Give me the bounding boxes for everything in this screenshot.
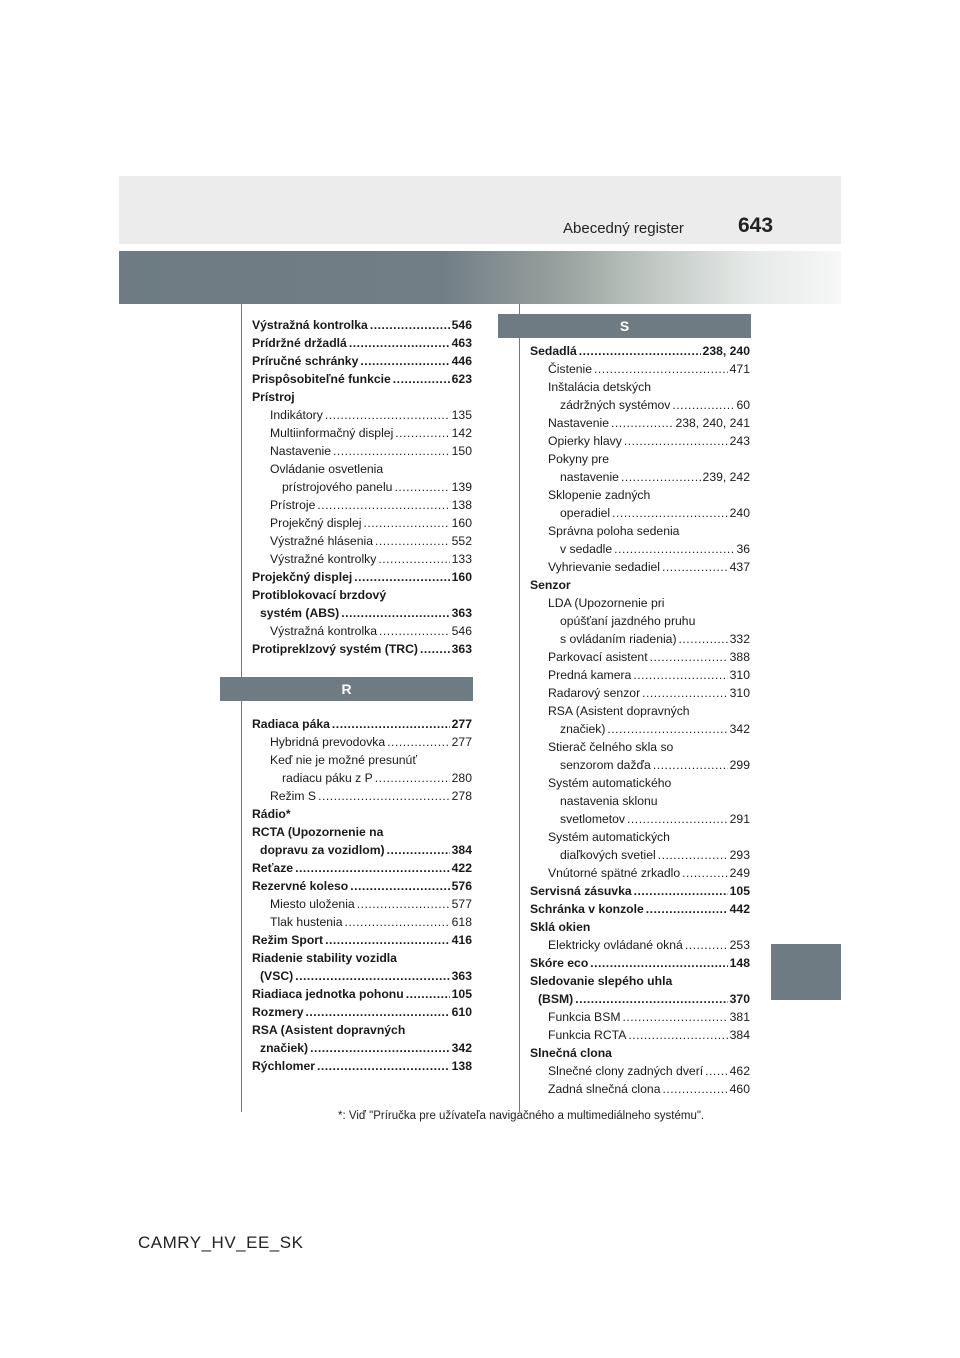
dot-leader [318,787,450,805]
entry-page: 381 [729,1010,750,1024]
dot-leader [579,342,701,360]
entry-page: 384 [451,843,472,857]
entry-list-r [252,715,472,1075]
dot-leader [594,360,728,378]
entry-term: operadiel [560,506,611,520]
dot-leader [295,967,449,985]
index-entry [252,334,472,352]
entry-page: 623 [451,372,472,386]
index-column-left [252,316,472,1075]
entry-page: 618 [451,915,472,929]
dot-leader [375,769,450,787]
header-gradient-bar [119,251,841,304]
entry-term: Prídržné držadlá [252,336,347,350]
dot-leader [653,756,728,774]
index-entry [252,733,472,751]
dot-leader [406,985,450,1003]
entry-page: 446 [451,354,472,368]
dot-leader [305,1003,449,1021]
index-entry [530,558,750,576]
entry-term: Nastavenie [548,416,609,430]
entry-page: 160 [451,570,472,584]
entry-list-left [252,316,472,658]
dot-leader [360,352,449,370]
dot-leader [350,877,449,895]
dot-leader [607,720,727,738]
index-entry [252,859,472,877]
entry-term: prístrojového panelu [282,480,393,494]
index-entry: Protiblokovací brzdový [252,588,387,602]
index-entry [252,622,472,640]
entry-term: Výstražná kontrolka [252,318,368,332]
dot-leader [357,895,450,913]
footnote: *: Viď "Príručka pre užívateľa navigačného a multimediálneho systému". [338,1110,705,1122]
dot-leader [672,396,734,414]
index-entry [252,424,472,442]
dot-leader [662,558,728,576]
entry-term: Rýchlomer [252,1059,315,1073]
dot-leader [332,715,450,733]
index-entry [530,360,750,378]
index-entry [530,540,750,558]
index-entry: opúšťaní jazdného pruhu [560,614,696,628]
entry-term: Skóre eco [530,956,589,970]
entry-term: Servisná zásuvka [530,884,632,898]
index-entry: LDA (Upozornenie pri [548,596,665,610]
index-entry [530,720,750,738]
entry-term: Príručné schránky [252,354,359,368]
index-entry [530,666,750,684]
index-entry [530,900,750,918]
entry-term: Prispôsobiteľné funkcie [252,372,391,386]
dot-leader [317,1057,450,1075]
dot-leader [658,846,728,864]
entry-page: 238, 240, 241 [675,416,750,430]
entry-term: v sedadle [560,542,613,556]
entry-page: 249 [729,866,750,880]
dot-leader [662,1080,727,1098]
index-entry [252,985,472,1003]
index-entry: Prístroj [252,390,295,404]
index-entry: Sledovanie slepého uhla [530,974,673,988]
entry-term: Sedadlá [530,344,577,358]
entry-page: 363 [451,606,472,620]
index-entry [530,396,750,414]
entry-term: Vnútorné spätné zrkadlo [548,866,681,880]
index-entry [252,715,472,733]
index-entry [530,990,750,1008]
entry-term: Prístroje [270,498,316,512]
index-entry: Sklopenie zadných [548,488,651,502]
entry-page: 546 [451,624,472,638]
dot-leader [611,414,673,432]
entry-page: 239, 242 [702,470,750,484]
entry-page: 342 [451,1041,472,1055]
index-entry [252,1039,472,1057]
index-entry [530,1062,750,1080]
entry-term: Rozmery [252,1005,304,1019]
dot-leader [325,406,450,424]
index-entry [252,406,472,424]
index-entry [252,442,472,460]
entry-term: Zadná slnečná clona [548,1082,661,1096]
entry-term: Projekčný displej [252,570,353,584]
entry-term: značiek) [560,722,606,736]
index-entry [530,342,750,360]
entry-page: 105 [729,884,750,898]
index-entry [252,316,472,334]
entry-page: 238, 240 [702,344,750,358]
dot-leader [679,630,728,648]
entry-page: 370 [729,992,750,1006]
dot-leader [612,504,728,522]
entry-term: Radarový senzor [548,686,641,700]
entry-term: Opierky hlavy [548,434,622,448]
dot-leader [349,334,450,352]
dot-leader [379,622,450,640]
entry-term: značiek) [260,1041,309,1055]
entry-page: 576 [451,879,472,893]
entry-page: 332 [729,632,750,646]
entry-term: Nastavenie [270,444,331,458]
entry-term: Predná kamera [548,668,632,682]
page-number: 643 [738,214,774,237]
index-entry [530,648,750,666]
dot-leader [363,514,449,532]
index-entry [530,810,750,828]
entry-page: 278 [451,789,472,803]
entry-page: 363 [451,969,472,983]
dot-leader [370,316,450,334]
index-entry: RCTA (Upozornenie na [252,825,384,839]
entry-term: diaľkových svetiel [560,848,656,862]
entry-page: 577 [451,897,472,911]
index-entry: RSA (Asistent dopravných [252,1023,406,1037]
entry-term: Radiaca páka [252,717,330,731]
dot-leader [622,1008,727,1026]
entry-term: Výstražné hlásenia [270,534,373,548]
index-entry: Keď nie je možné presunúť [270,753,417,767]
index-entry [252,841,472,859]
dot-leader [387,733,449,751]
entry-term: Rezervné koleso [252,879,349,893]
dot-leader [375,532,450,550]
entry-term: zádržných systémov [560,398,671,412]
dot-leader [345,913,450,931]
index-entry [530,1008,750,1026]
dot-leader [378,550,449,568]
entry-page: 277 [451,735,472,749]
index-entry [252,1003,472,1021]
index-entry [252,604,472,622]
dot-leader [354,568,449,586]
entry-page: 277 [451,717,472,731]
dot-leader [621,468,701,486]
entry-page: 310 [729,686,750,700]
dot-leader [575,990,727,1008]
index-entry [530,630,750,648]
dot-leader [682,864,728,882]
index-entry [252,895,472,913]
entry-page: 60 [736,398,750,412]
index-entry: Riadenie stability vozidla [252,951,397,965]
entry-term: systém (ABS) [260,606,340,620]
entry-page: 138 [451,1059,472,1073]
entry-term: Schránka v konzole [530,902,644,916]
entry-page: 105 [451,987,472,1001]
entry-page: 253 [729,938,750,952]
index-entry: Ovládanie osvetlenia [270,462,384,476]
entry-list-right [530,342,750,1098]
section-letter-r: R [220,677,473,701]
entry-term: Funkcia BSM [548,1010,621,1024]
dot-leader [650,648,728,666]
section-letter-s: S [498,314,751,338]
entry-page: 416 [451,933,472,947]
index-entry [252,769,472,787]
index-entry [252,550,472,568]
dot-leader [310,1039,450,1057]
entry-page: 442 [729,902,750,916]
index-entry [530,432,750,450]
index-entry: RSA (Asistent dopravných [548,704,690,718]
dot-leader [642,684,728,702]
index-entry: Sklá okien [530,920,591,934]
dot-leader [685,936,728,954]
dot-leader [317,496,449,514]
index-entry [530,864,750,882]
dot-leader [614,540,734,558]
entry-page: 384 [729,1028,750,1042]
entry-page: 160 [451,516,472,530]
index-entry [252,640,472,658]
entry-term: Protipreklzový systém (TRC) [252,642,418,656]
entry-page: 463 [451,336,472,350]
index-entry [530,1080,750,1098]
index-entry: Pokyny pre [548,452,609,466]
dot-leader [341,604,449,622]
index-entry: Správna poloha sedenia [548,524,680,538]
index-entry [252,568,472,586]
index-entry: Systém automatického [548,776,672,790]
index-entry [252,370,472,388]
entry-term: Indikátory [270,408,323,422]
entry-term: Parkovací asistent [548,650,648,664]
entry-page: 243 [729,434,750,448]
model-code: CAMRY_HV_EE_SK [138,1233,304,1252]
entry-page: 293 [729,848,750,862]
entry-page: 280 [451,771,472,785]
dot-leader [387,841,450,859]
index-entry [530,684,750,702]
index-entry [530,954,750,972]
entry-page: 148 [729,956,750,970]
index-entry [252,532,472,550]
entry-term: (BSM) [538,992,574,1006]
index-entry: nastavenia sklonu [560,794,658,808]
entry-page: 138 [451,498,472,512]
index-entry [252,352,472,370]
index-entry [252,478,472,496]
entry-term: dopravu za vozidlom) [260,843,385,857]
index-entry [530,846,750,864]
entry-term: Reťaze [252,861,294,875]
index-entry [252,931,472,949]
entry-page: 299 [729,758,750,772]
entry-page: 388 [729,650,750,664]
entry-page: 36 [736,542,750,556]
entry-page: 342 [729,722,750,736]
entry-term: Výstražné kontrolky [270,552,377,566]
entry-page: 310 [729,668,750,682]
entry-page: 240 [729,506,750,520]
dot-leader [333,442,450,460]
index-entry [252,877,472,895]
index-column-right [530,316,750,1098]
entry-term: svetlometov [560,812,626,826]
dot-leader [420,640,450,658]
entry-term: Projekčný displej [270,516,362,530]
entry-page: 291 [729,812,750,826]
dot-leader [633,666,727,684]
entry-page: 610 [451,1005,472,1019]
index-entry [530,882,750,900]
index-entry [530,504,750,522]
entry-page: 462 [729,1064,750,1078]
dot-leader [393,370,450,388]
entry-term: Tlak hustenia [270,915,343,929]
index-entry [530,936,750,954]
entry-term: Režim Sport [252,933,324,947]
entry-term: Čistenie [548,362,593,376]
dot-leader [634,882,728,900]
dot-leader [628,1026,727,1044]
entry-term: radiacu páku z P [282,771,373,785]
index-entry [252,496,472,514]
entry-term: Režim S [270,789,317,803]
dot-leader [624,432,728,450]
index-entry [252,967,472,985]
column-divider-left [241,304,242,1112]
dot-leader [325,931,450,949]
entry-term: Vyhrievanie sedadiel [548,560,661,574]
index-entry: Systém automatických [548,830,670,844]
dot-leader [295,859,450,877]
dot-leader [590,954,727,972]
index-entry [252,913,472,931]
entry-term: Miesto uloženia [270,897,355,911]
section-tab [771,944,841,1000]
header-title: Abecedný register [563,220,684,237]
entry-page: 552 [451,534,472,548]
entry-term: Multiinformačný displej [270,426,394,440]
dot-leader [705,1062,728,1080]
column-divider-center [519,304,520,1112]
entry-term: Hybridná prevodovka [270,735,386,749]
header-band [119,176,841,244]
entry-term: (VSC) [260,969,294,983]
entry-page: 460 [729,1082,750,1096]
index-entry: Slnečná clona [530,1046,612,1060]
dot-leader [394,478,449,496]
index-entry: Rádio* [252,807,291,821]
index-entry [252,1057,472,1075]
entry-page: 471 [729,362,750,376]
entry-page: 135 [451,408,472,422]
index-entry [530,414,750,432]
index-entry: Inštalácia detských [548,380,651,394]
entry-term: senzorom dažďa [560,758,651,772]
dot-leader [395,424,449,442]
entry-term: Výstražná kontrolka [270,624,378,638]
entry-term: Funkcia RCTA [548,1028,627,1042]
index-entry [530,756,750,774]
index-entry [252,787,472,805]
index-entry [252,514,472,532]
index-entry [530,468,750,486]
entry-term: Slnečné clony zadných dverí [548,1064,704,1078]
entry-page: 546 [451,318,472,332]
entry-page: 437 [729,560,750,574]
entry-term: s ovládaním riadenia) [560,632,677,646]
dot-leader [646,900,728,918]
index-entry: Stierač čelného skla so [548,740,674,754]
entry-page: 139 [451,480,472,494]
dot-leader [627,810,728,828]
entry-term: nastavenie [560,470,619,484]
entry-term: Elektricky ovládané okná [548,938,683,952]
index-entry: Senzor [530,578,571,592]
entry-page: 422 [451,861,472,875]
entry-page: 142 [451,426,472,440]
entry-page: 133 [451,552,472,566]
entry-page: 150 [451,444,472,458]
entry-term: Riadiaca jednotka pohonu [252,987,404,1001]
entry-page: 363 [451,642,472,656]
index-entry [530,1026,750,1044]
